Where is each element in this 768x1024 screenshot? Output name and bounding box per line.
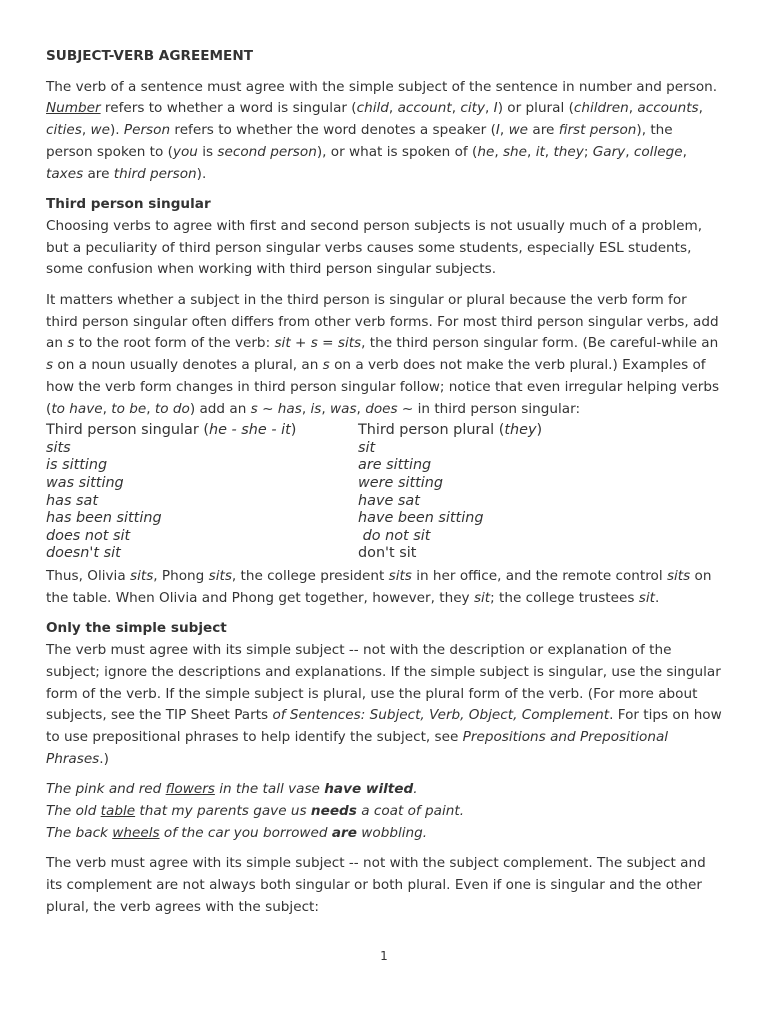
text: in the tall vase (214, 781, 325, 798)
text: . (654, 589, 660, 606)
verb: have wilted (324, 781, 414, 798)
separator: , (81, 122, 91, 139)
simple-subject: table (100, 803, 136, 820)
example-word: we (508, 122, 529, 139)
simple-subject-paragraph-1 (46, 640, 722, 770)
text: ), or what is spoken of ( (316, 143, 478, 160)
example-word: they (504, 422, 537, 439)
simple-subject: wheels (112, 824, 160, 841)
singular-form: has sat (46, 492, 98, 509)
example-word: s (250, 400, 258, 417)
plural-column-header (358, 422, 722, 440)
example-word: s (322, 357, 330, 374)
text: ; the college trustees (490, 589, 639, 606)
example-word: does (365, 400, 398, 417)
text: = (317, 335, 338, 352)
example-word: taxes (46, 165, 84, 182)
separator: , (301, 400, 311, 417)
text: are (528, 122, 559, 139)
separator: , (102, 400, 112, 417)
text: ) (536, 422, 543, 439)
separator: ; (583, 143, 593, 160)
example-word: s (46, 357, 54, 374)
verb: are (331, 824, 357, 841)
text: are (83, 165, 114, 182)
text: of the car you borrowed (159, 824, 332, 841)
singular-form: doesn't sit (46, 545, 121, 562)
separator: , (544, 143, 554, 160)
text: . For tips on how to use prepositional phrases to help identify the subject, see (46, 707, 722, 745)
plural-form: have been sitting (358, 510, 484, 527)
label-second-person: second person (217, 143, 317, 160)
text: ). (196, 165, 207, 182)
example-word: I (495, 122, 500, 139)
separator: , (527, 143, 536, 160)
document-title: SUBJECT-VERB AGREEMENT (46, 48, 253, 64)
example-word: it (535, 143, 545, 160)
example-word: has (277, 400, 302, 417)
separator: , (628, 100, 638, 117)
example-word: s (67, 335, 75, 352)
plural-form: have sat (358, 492, 420, 509)
example-word: sit (274, 335, 291, 352)
text: refers to whether the word denotes a speaker ( (170, 122, 496, 139)
separator: , (321, 400, 330, 417)
plural-form: are sitting (358, 457, 432, 474)
text: The old (46, 803, 101, 820)
example-sentence (46, 779, 722, 801)
example-verb: sit (638, 589, 655, 606)
text: ) (290, 422, 297, 439)
text: ~ in third person singular: (397, 400, 581, 417)
example-sentences (46, 779, 722, 844)
term-number: Number (46, 100, 101, 117)
text: refers to whether a word is singular ( (100, 100, 357, 117)
example-word: is (310, 400, 322, 417)
singular-form: does not sit (46, 527, 131, 544)
plural-form: don't sit (358, 545, 417, 562)
example-verb: sit (473, 589, 491, 606)
text: , the third person singular form. (Be careful-while an (361, 335, 719, 352)
singular-form: is sitting (46, 457, 108, 474)
simple-subject: flowers (165, 781, 215, 798)
text: The verb must agree with its simple subject -- not with the description or explanation of the subject; ignore the descriptions and explanations. If the simple subject is singular, use the singular form of the verb. If the simple subject is plural, use the plural form of the verb. (For more about subjects, see the TIP Sheet Parts (46, 642, 721, 724)
text: to the root form of the verb: (74, 335, 275, 352)
separator: , (698, 100, 703, 117)
text: ~ (257, 400, 278, 417)
text: , the college president (231, 568, 389, 584)
text: The pink and red (46, 781, 166, 798)
separator: , (146, 400, 155, 417)
text: .) (99, 750, 109, 767)
text: a coat of paint. (356, 803, 465, 820)
example-word: accounts (637, 100, 699, 117)
text: ), the person spoken to ( (46, 122, 673, 160)
example-word: to do (154, 400, 190, 417)
example-word: he - she - it (208, 422, 291, 439)
separator: , (494, 143, 503, 160)
example-word: children (573, 100, 629, 117)
separator: , (388, 100, 398, 117)
example-word: cities (46, 122, 82, 139)
text: is (197, 143, 218, 160)
text: , Phong (153, 568, 209, 584)
singular-column-header (46, 422, 358, 440)
third-person-paragraph-3 (46, 566, 722, 609)
example-word: s (310, 335, 318, 352)
example-word: college (633, 143, 683, 160)
example-verb: sits (666, 568, 691, 584)
singular-form: sits (46, 439, 71, 456)
separator: , (625, 143, 634, 160)
example-verb: sits (130, 568, 154, 584)
text: It matters whether a subject in the third person is singular or plural because the verb form for third person singular often differs from other verb forms. For most third person singular verbs, add an (46, 292, 719, 352)
text: Thus, Olivia (46, 568, 130, 584)
example-word: to be (111, 400, 147, 417)
separator: , (499, 122, 509, 139)
example-word: to have (51, 400, 103, 417)
third-person-paragraph-1: Choosing verbs to agree with first and second person subjects is not usually much of a problem, but a peculiarity of third person singular verbs causes some students, especially ESL students, some confusion when working with third person singular subjects. (46, 217, 703, 278)
text: in her office, and the remote control (411, 568, 667, 584)
verb: needs (310, 803, 357, 820)
text: ). (109, 122, 124, 139)
singular-form: has been sitting (46, 510, 162, 527)
label-third-person: third person (113, 165, 197, 182)
text: The verb of a sentence must agree with the simple subject of the sentence in number and person. (46, 78, 718, 95)
example-word: he (477, 143, 495, 160)
text: ) or plural ( (497, 100, 574, 117)
example-sentence (46, 823, 722, 845)
third-person-paragraph-2 (46, 290, 722, 420)
intro-paragraph (46, 77, 722, 186)
plural-form: were sitting (358, 475, 444, 492)
plural-form: sit (358, 439, 376, 456)
example-word: Gary (592, 143, 626, 160)
example-word: child (356, 100, 389, 117)
text: Third person singular ( (46, 422, 209, 439)
text: on a noun usually denotes a plural, an (53, 357, 323, 374)
tip-sheet-reference: Prepositions and Prepositional Phrases (46, 728, 669, 767)
example-word: you (172, 143, 198, 160)
example-word: sits (337, 335, 362, 352)
text: that my parents gave us (135, 803, 311, 820)
separator: , (485, 100, 494, 117)
example-word: we (90, 122, 110, 139)
separator: , (451, 100, 461, 117)
text: ) add an (189, 400, 251, 417)
term-person: Person (123, 122, 171, 139)
singular-form: was sitting (46, 475, 124, 492)
section-heading-simple-subject: Only the simple subject (46, 620, 227, 637)
text: wobbling. (356, 824, 428, 841)
example-word: they (553, 143, 584, 160)
label-first-person: first person (558, 122, 637, 139)
example-word: she (502, 143, 528, 160)
page-number: 1 (380, 949, 388, 963)
page-content (46, 46, 722, 919)
example-word: I (493, 100, 498, 117)
text: on the table. When Olivia and Phong get together, however, they (46, 568, 712, 606)
simple-subject-paragraph-2: The verb must agree with its simple subject -- not with the subject complement. The subject and its complement are not always both singular or both plural. Even if one is singular and the other plural, the verb agrees with the subject: (46, 855, 706, 915)
text: Third person plural ( (358, 422, 505, 439)
section-heading-third-person: Third person singular (46, 196, 211, 213)
example-word: was (330, 400, 357, 417)
text: + (290, 335, 311, 352)
example-word: city (460, 100, 486, 117)
tip-sheet-reference: of Sentences: Subject, Verb, Object, Complement (272, 707, 610, 724)
example-sentence (46, 801, 722, 823)
text: . (413, 781, 418, 798)
example-verb: sits (208, 568, 232, 584)
example-word: account (397, 100, 452, 117)
separator: , (356, 400, 366, 417)
separator: , (682, 143, 687, 160)
example-verb: sits (388, 568, 412, 584)
text: on a verb does not make the verb plural.) Examples of how the verb form changes in third person singular follow; notice that even irregular helping verbs ( (46, 357, 720, 417)
verb-forms-table (46, 422, 722, 563)
plural-form: do not sit (358, 527, 431, 544)
text: The back (46, 824, 113, 841)
